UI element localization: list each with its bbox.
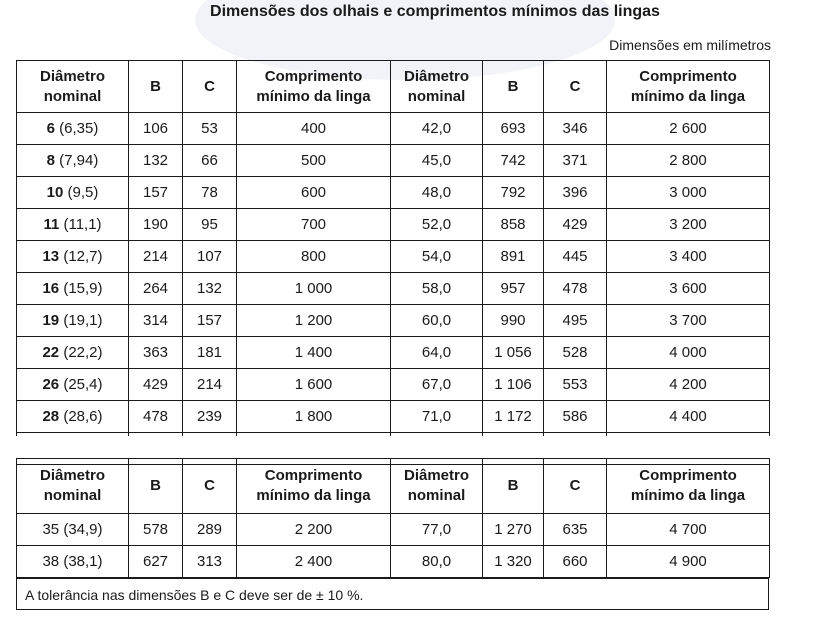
diameter-cell: 42,0 [391,113,483,145]
min-length-cell: 3 600 [607,273,770,305]
table-row [17,514,770,546]
b-cell: 627 [129,546,183,578]
sling-dimensions-table-continued [16,458,770,578]
min-length-cell: 400 [237,113,391,145]
b-cell: 891 [483,241,544,273]
c-cell: 495 [544,305,607,337]
min-length-cell: 4 200 [607,369,770,401]
b-cell: 264 [129,273,183,305]
c-cell: 289 [183,514,237,546]
diameter-cell: 38 (38,1) [17,546,129,578]
c-cell: 478 [544,273,607,305]
b-cell: 429 [129,369,183,401]
diameter-cell: 54,0 [391,241,483,273]
c-cell: 181 [183,337,237,369]
header-min-length: Comprimento mínimo da linga [237,459,391,514]
b-cell: 1 172 [483,401,544,433]
diameter-cell: 71,0 [391,401,483,433]
diameter-cell: 11 (11,1) [17,209,129,241]
b-cell: 190 [129,209,183,241]
sling-dimensions-table-main [16,60,770,465]
table-row [17,273,770,305]
b-cell: 1 056 [483,337,544,369]
table-row [17,305,770,337]
header-min-length: Comprimento mínimo da linga [607,61,770,113]
diameter-cell: 52,0 [391,209,483,241]
min-length-cell: 4 700 [607,514,770,546]
min-length-cell: 1 400 [237,337,391,369]
diameter-cell: 67,0 [391,369,483,401]
min-length-cell: 4 000 [607,337,770,369]
header-diameter: Diâmetro nominal [17,61,129,113]
diameter-cell: 64,0 [391,337,483,369]
header-diameter: Diâmetro nominal [391,61,483,113]
min-length-cell: 2 400 [237,546,391,578]
page-title: Dimensões dos olhais e comprimentos mínimos das lingas [210,3,660,20]
diameter-cell: 45,0 [391,145,483,177]
table-row [17,401,770,433]
table-row [17,209,770,241]
b-cell: 990 [483,305,544,337]
min-length-cell: 3 700 [607,305,770,337]
c-cell: 586 [544,401,607,433]
diameter-cell: 35 (34,9) [17,514,129,546]
min-length-cell: 1 000 [237,273,391,305]
table-row [17,113,770,145]
header-b: B [483,459,544,514]
diameter-cell: 8 (7,94) [17,145,129,177]
c-cell: 95 [183,209,237,241]
diameter-cell: 19 (19,1) [17,305,129,337]
min-length-cell: 1 800 [237,401,391,433]
header-c: C [544,61,607,113]
min-length-cell: 500 [237,145,391,177]
min-length-cell: 2 600 [607,113,770,145]
table-row [17,241,770,273]
min-length-cell: 700 [237,209,391,241]
c-cell: 553 [544,369,607,401]
header-b: B [129,459,183,514]
c-cell: 239 [183,401,237,433]
c-cell: 635 [544,514,607,546]
c-cell: 445 [544,241,607,273]
table-row [17,546,770,578]
min-length-cell: 1 200 [237,305,391,337]
header-diameter: Diâmetro nominal [17,459,129,514]
b-cell: 1 320 [483,546,544,578]
tolerance-note: A tolerância nas dimensões B e C deve ser de ± 10 %. [16,578,769,610]
c-cell: 107 [183,241,237,273]
diameter-cell: 22 (22,2) [17,337,129,369]
min-length-cell: 3 400 [607,241,770,273]
c-cell: 429 [544,209,607,241]
c-cell: 78 [183,177,237,209]
diameter-cell: 80,0 [391,546,483,578]
min-length-cell: 3 000 [607,177,770,209]
diameter-cell: 60,0 [391,305,483,337]
b-cell: 478 [129,401,183,433]
diameter-cell: 6 (6,35) [17,113,129,145]
table-row [17,369,770,401]
c-cell: 528 [544,337,607,369]
header-row [17,61,770,113]
header-diameter: Diâmetro nominal [391,459,483,514]
header-min-length: Comprimento mínimo da linga [237,61,391,113]
min-length-cell: 600 [237,177,391,209]
header-min-length: Comprimento mínimo da linga [607,459,770,514]
diameter-cell: 16 (15,9) [17,273,129,305]
min-length-cell: 1 600 [237,369,391,401]
c-cell: 660 [544,546,607,578]
c-cell: 396 [544,177,607,209]
min-length-cell: 2 200 [237,514,391,546]
header-row [17,459,770,514]
header-c: C [544,459,607,514]
diameter-cell: 48,0 [391,177,483,209]
c-cell: 313 [183,546,237,578]
header-b: B [129,61,183,113]
c-cell: 214 [183,369,237,401]
b-cell: 578 [129,514,183,546]
header-c: C [183,61,237,113]
header-b: B [483,61,544,113]
min-length-cell: 4 400 [607,401,770,433]
min-length-cell: 2 800 [607,145,770,177]
b-cell: 314 [129,305,183,337]
c-cell: 66 [183,145,237,177]
b-cell: 1 270 [483,514,544,546]
diameter-cell: 10 (9,5) [17,177,129,209]
table-row [17,337,770,369]
c-cell: 371 [544,145,607,177]
table-row [17,145,770,177]
b-cell: 157 [129,177,183,209]
table-break [16,436,776,458]
b-cell: 1 106 [483,369,544,401]
b-cell: 363 [129,337,183,369]
b-cell: 858 [483,209,544,241]
c-cell: 346 [544,113,607,145]
min-length-cell: 800 [237,241,391,273]
b-cell: 742 [483,145,544,177]
table-row [17,177,770,209]
c-cell: 157 [183,305,237,337]
c-cell: 132 [183,273,237,305]
diameter-cell: 26 (25,4) [17,369,129,401]
b-cell: 106 [129,113,183,145]
min-length-cell: 3 200 [607,209,770,241]
min-length-cell: 4 900 [607,546,770,578]
c-cell: 53 [183,113,237,145]
b-cell: 214 [129,241,183,273]
b-cell: 957 [483,273,544,305]
b-cell: 132 [129,145,183,177]
b-cell: 693 [483,113,544,145]
diameter-cell: 58,0 [391,273,483,305]
diameter-cell: 28 (28,6) [17,401,129,433]
diameter-cell: 77,0 [391,514,483,546]
units-note: Dimensões em milímetros [609,37,771,53]
header-c: C [183,459,237,514]
b-cell: 792 [483,177,544,209]
diameter-cell: 13 (12,7) [17,241,129,273]
